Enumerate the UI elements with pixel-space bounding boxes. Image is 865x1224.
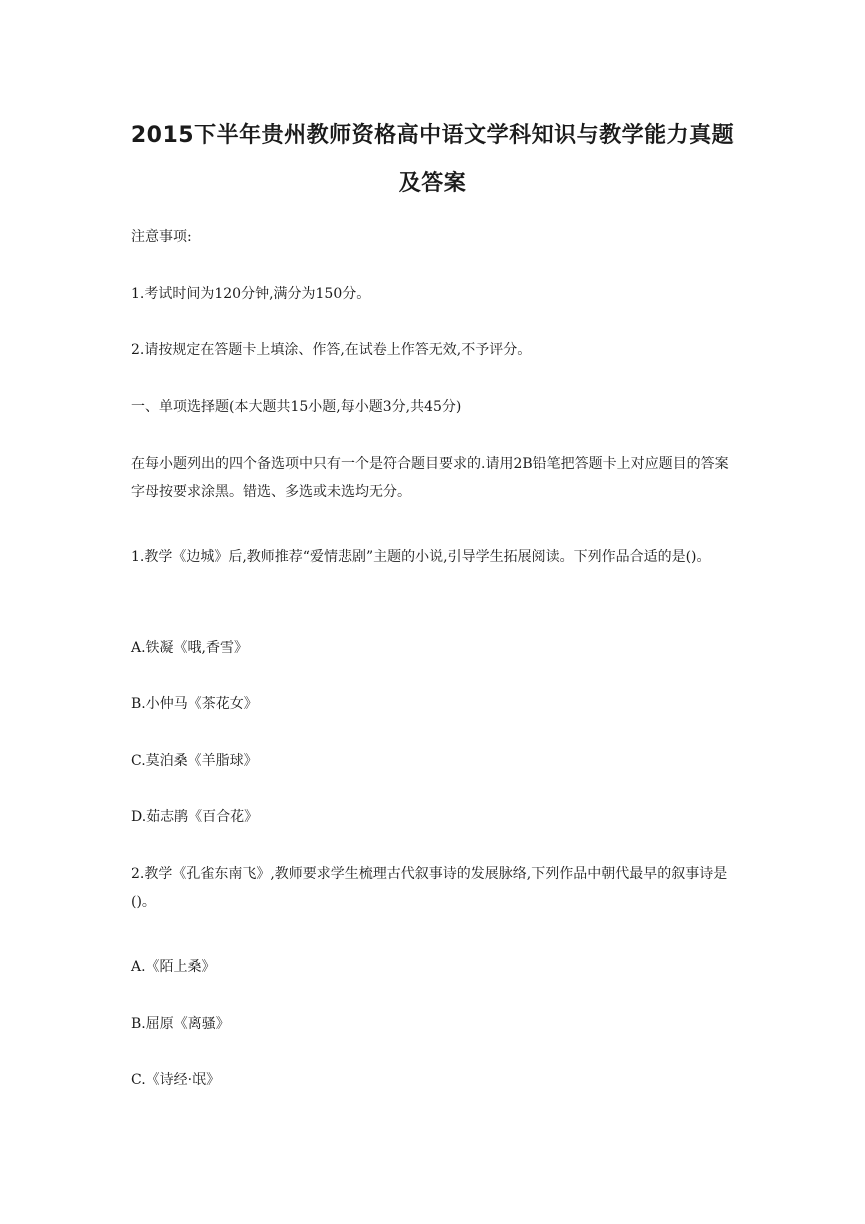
question-option: A.铁凝《哦,香雪》 xyxy=(131,640,249,656)
notice-item: 1.考试时间为120分钟,满分为150分。 xyxy=(131,286,371,302)
question-option: C.《诗经·氓》 xyxy=(131,1072,221,1088)
section-instruction: 在每小题列出的四个备选项中只有一个是符合题目要求的.请用2B铅笔把答题卡上对应题目的答案字母按要求涂黑。错选、多选或未选均无分。 xyxy=(131,456,729,500)
question-option: C.莫泊桑《羊脂球》 xyxy=(131,753,258,769)
question-option: D.茹志鹃《百合花》 xyxy=(131,809,259,825)
question-stem: 1.教学《边城》后,教师推荐“爱情悲剧”主题的小说,引导学生拓展阅读。下列作品合适的是()。 xyxy=(131,549,711,565)
notice-item: 2.请按规定在答题卡上填涂、作答,在试卷上作答无效,不予评分。 xyxy=(131,342,532,358)
question-stem: 2.教学《孔雀东南飞》,教师要求学生梳理古代叙事诗的发展脉络,下列作品中朝代最早的叙事诗是()。 xyxy=(131,866,728,910)
document-title: 2015下半年贵州教师资格高中语文学科知识与教学能力真题及答案 xyxy=(130,123,735,196)
question-option: B.屈原《离骚》 xyxy=(131,1016,230,1032)
notice-heading: 注意事项: xyxy=(131,229,192,245)
question-option: A.《陌上桑》 xyxy=(131,959,216,975)
section-heading: 一、单项选择题(本大题共15小题,每小题3分,共45分) xyxy=(131,399,462,415)
question-option: B.小仲马《茶花女》 xyxy=(131,696,258,712)
